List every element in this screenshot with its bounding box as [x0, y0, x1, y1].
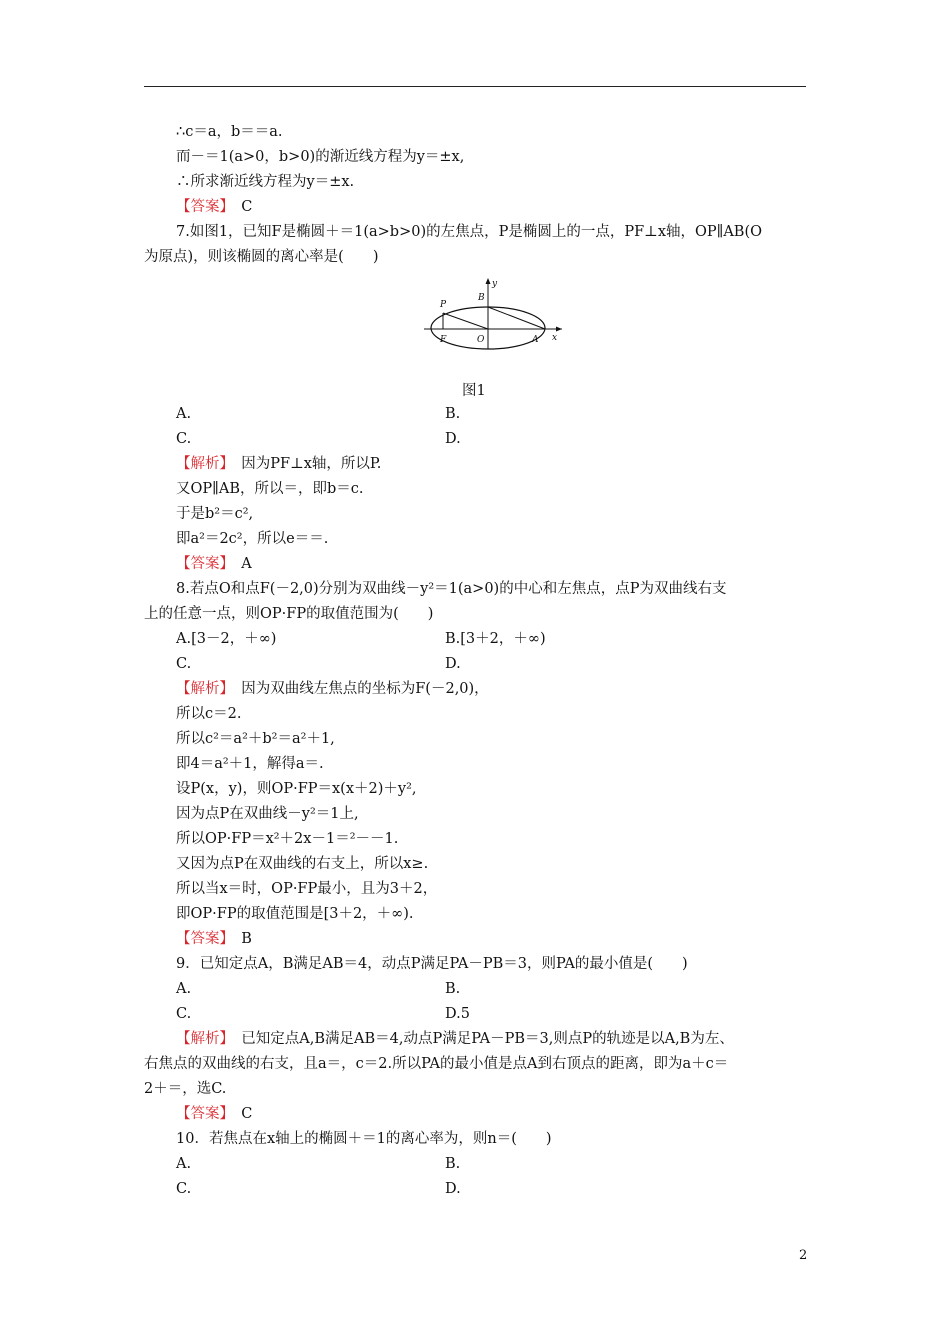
header-rule [144, 86, 806, 87]
option-a: A. [176, 981, 192, 997]
text-line: ∴c＝a，b＝＝a. [176, 124, 283, 140]
text-line: 右焦点的双曲线的右支，且a＝，c＝2.所以PA的最小值是点A到右顶点的距离，即为a＋c＝ [144, 1056, 729, 1072]
text-line: ∴所求渐近线方程为y＝±x. [176, 174, 355, 190]
text-line: 即a²＝2c²，所以e＝＝. [176, 531, 329, 547]
question-7-text-cont: 为原点)，则该椭圆的离心率是( ) [144, 249, 379, 265]
question-8-text-cont: 上的任意一点，则OP·FP的取值范围为( ) [144, 606, 434, 622]
question-7-text: 7.如图1，已知F是椭圆＋＝1(a>b>0)的左焦点，P是椭圆上的一点，PF⊥x轴，OP∥AB(O [176, 224, 763, 240]
figure-label: F [440, 335, 447, 345]
answer-line [176, 929, 252, 949]
option-b: B. [445, 406, 461, 422]
text-line: 2＋＝，选C. [144, 1081, 227, 1097]
option-d: D. [445, 1181, 461, 1197]
answer-line [176, 197, 252, 217]
figure-label: B [478, 293, 485, 303]
analysis-text: 因为双曲线左焦点的坐标为F(－2,0)， [241, 681, 489, 697]
answer-value: B [241, 931, 252, 947]
answer-value: C [241, 1106, 253, 1122]
answer-tag: 【答案】 [176, 199, 227, 215]
text-line: 于是b²＝c², [176, 506, 254, 522]
figure-label: O [477, 335, 485, 345]
answer-value: C [241, 199, 253, 215]
option-d: D.5 [445, 1006, 470, 1022]
analysis-tag: 【解析】 [176, 681, 227, 697]
analysis-tag: 【解析】 [176, 456, 227, 472]
ellipse-figure [422, 276, 566, 350]
analysis-line [176, 454, 381, 474]
text-line: 即4＝a²＋1，解得a＝. [176, 756, 324, 772]
answer-value: A [241, 556, 252, 572]
figure-caption: 图1 [462, 383, 486, 399]
option-c: C. [176, 431, 192, 447]
answer-line [176, 554, 252, 574]
analysis-text: 已知定点A,B满足AB＝4,动点P满足PA－PB＝3,则点P的轨迹是以A,B为左、 [241, 1031, 734, 1047]
text-line: 所以c＝2. [176, 706, 242, 722]
answer-tag: 【答案】 [176, 556, 227, 572]
text-line: 又因为点P在双曲线的右支上，所以x≥. [176, 856, 429, 872]
analysis-line [176, 1029, 734, 1049]
text-line: 而－＝1(a>0，b>0)的渐近线方程为y＝±x, [176, 149, 465, 165]
text-line: 即OP·FP的取值范围是[3＋2，＋∞). [176, 906, 414, 922]
figure-label: P [440, 300, 447, 310]
option-b: B.[3＋2，＋∞) [445, 631, 546, 647]
question-10-text: 10．若焦点在x轴上的椭圆＋＝1的离心率为，则n＝( ) [176, 1131, 552, 1147]
analysis-line [176, 679, 489, 699]
figure-label: A [532, 335, 539, 345]
option-c: C. [176, 656, 192, 672]
answer-tag: 【答案】 [176, 1106, 227, 1122]
option-a: A. [176, 1156, 192, 1172]
question-9-text: 9．已知定点A，B满足AB＝4，动点P满足PA－PB＝3，则PA的最小值是( ) [176, 956, 688, 972]
option-c: C. [176, 1006, 192, 1022]
option-d: D. [445, 431, 461, 447]
text-line: 设P(x，y)，则OP·FP＝x(x＋2)＋y², [176, 781, 417, 797]
option-a: A.[3－2，＋∞) [176, 631, 277, 647]
answer-tag: 【答案】 [176, 931, 227, 947]
answer-line [176, 1104, 252, 1124]
analysis-text: 因为PF⊥x轴，所以P. [241, 456, 382, 472]
text-line: 所以OP·FP＝x²＋2x－1＝²－－1. [176, 831, 399, 847]
text-line: 所以当x＝时，OP·FP最小，且为3＋2， [176, 881, 438, 897]
question-8-text: 8.若点O和点F(－2,0)分别为双曲线－y²＝1(a>0)的中心和左焦点，点P为双曲线右支 [176, 581, 727, 597]
text-line: 又OP∥AB，所以＝，即b＝c. [176, 481, 364, 497]
text-line: 所以c²＝a²＋b²＝a²＋1, [176, 731, 335, 747]
option-b: B. [445, 981, 461, 997]
page-number: 2 [799, 1248, 808, 1263]
figure-label: x [552, 333, 558, 343]
option-d: D. [445, 656, 461, 672]
text-line: 因为点P在双曲线－y²＝1上, [176, 806, 359, 822]
option-c: C. [176, 1181, 192, 1197]
option-b: B. [445, 1156, 461, 1172]
analysis-tag: 【解析】 [176, 1031, 227, 1047]
option-a: A. [176, 406, 192, 422]
figure-label: y [492, 279, 498, 289]
